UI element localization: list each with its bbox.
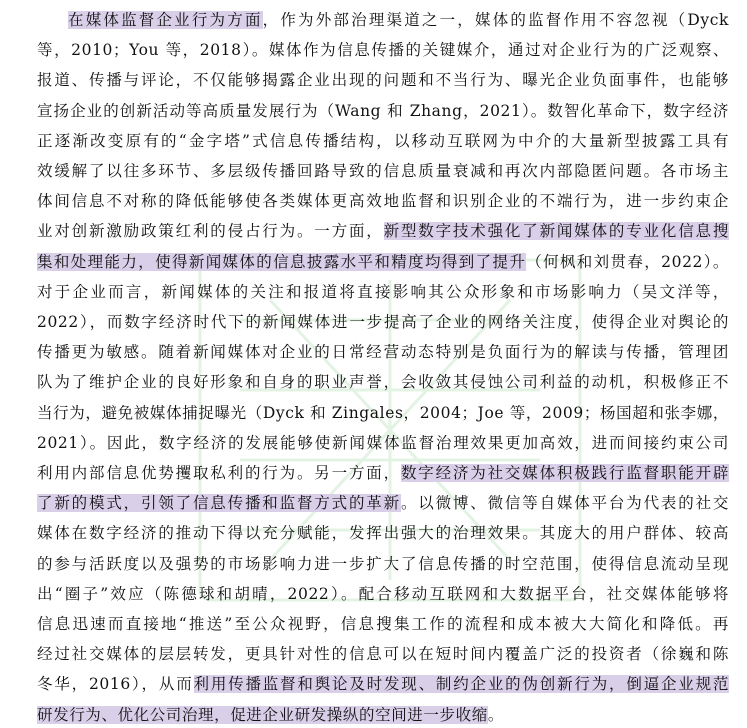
- text-line: [37, 337, 729, 368]
- text-line: [37, 277, 729, 308]
- text-segment: 。: [487, 705, 504, 724]
- text-line: [37, 96, 729, 127]
- text-line: [37, 639, 729, 670]
- highlighted-text: 新型数字技术强化了新闻媒体的专业化信息搜: [383, 222, 729, 241]
- text-line: [37, 488, 729, 519]
- text-segment: 2021）。因此，数字经济的发展能够使新闻媒体监督治理效果更加高效，进而间接约束公司: [37, 433, 729, 452]
- text-line: [68, 5, 729, 36]
- text-line: [37, 579, 729, 610]
- text-segment: 出“圈子”效应（陈德球和胡晴，2022）。配合移动互联网和大数据平台，社交媒体能够将: [37, 584, 729, 603]
- text-segment: 宣扬企业的创新活动等高质量发展行为（Wang 和 Zhang，2021）。数智化革命下，数字经济: [37, 101, 729, 120]
- text-segment: 报道、传播与评论，不仅能够揭露企业出现的问题和不当行为、曝光企业负面事件，也能够: [37, 71, 729, 90]
- text-line: [37, 700, 729, 728]
- text-segment: 队为了维护企业的良好形象和自身的职业声誉，会收敛其侵蚀公司利益的动机，积极修正不: [37, 373, 729, 392]
- text-line: [37, 549, 729, 580]
- text-line: [37, 35, 729, 66]
- text-segment: 信息迅速而直接地“推送”至公众视野，信息搜集工作的流程和成本被大大简化和降低。再: [37, 615, 729, 633]
- text-segment: 等，2010；You 等，2018）。媒体作为信息传播的关键媒介，通过对企业行为的广泛观察、: [37, 41, 729, 60]
- text-line: [37, 609, 729, 640]
- text-line: [37, 367, 729, 398]
- text-segment: 传播更为敏感。随着新闻媒体对企业的日常经营动态特别是负面行为的解读与传播，管理团: [37, 343, 729, 362]
- text-segment: （何枫和刘贯春，2022）。: [526, 252, 729, 271]
- highlighted-text: 了新的模式，引领了信息传播和监督方式的革新: [37, 494, 401, 513]
- text-line: [37, 669, 729, 700]
- text-segment: ，作为外部治理渠道之一，媒体的监督作用不容忽视（Dyck: [262, 11, 729, 29]
- text-segment: 利用内部信息优势攫取私利的行为。另一方面，: [37, 464, 401, 482]
- highlighted-text: 数字经济为社交媒体积极践行监督职能开辟: [400, 464, 730, 482]
- text-line: [37, 458, 729, 489]
- text-line: [37, 307, 729, 338]
- text-segment: 经过社交媒体的层层转发，更具针对性的信息可以在短时间内覆盖广泛的投资者（徐巍和陈: [37, 645, 729, 664]
- text-segment: 。以微博、微信等自媒体平台为代表的社交: [400, 494, 730, 513]
- text-segment: 效缓解了以往多环节、多层级传播回路导致的信息质量衰减和再次内部隐匿问题。各市场主: [37, 162, 729, 180]
- text-segment: 体间信息不对称的降低能够使各类媒体更高效地监督和识别企业的不端行为，进一步约束企: [37, 192, 729, 211]
- text-segment: 对于企业而言，新闻媒体的关注和报道将直接影响其公众形象和市场影响力（吴文洋等，: [37, 282, 729, 301]
- text-segment: 2022），而数字经济时代下的新闻媒体进一步提高了企业的网络关注度，使得企业对舆论的: [37, 313, 729, 331]
- text-segment: 媒体在数字经济的推动下得以充分赋能，发挥出强大的治理效果。其庞大的用户群体、较高: [37, 524, 729, 543]
- text-line: [37, 428, 729, 459]
- text-line: [37, 247, 729, 278]
- highlighted-text: 利用传播监督和舆论及时发现、制约企业的伪创新行为，倒逼企业规范: [193, 675, 730, 694]
- text-line: [37, 126, 729, 157]
- text-line: [37, 398, 729, 429]
- text-segment: 正逐渐改变原有的“金字塔”式信息传播结构，以移动互联网为中介的大量新型披露工具有: [37, 131, 729, 150]
- text-line: [37, 518, 729, 549]
- text-segment: 业对创新激励政策红利的侵占行为。一方面，: [37, 222, 384, 241]
- text-line: [37, 216, 729, 247]
- text-line: [37, 65, 729, 96]
- text-line: [37, 186, 729, 217]
- text-line: [37, 156, 729, 187]
- text-segment: 冬华，2016），从而: [37, 675, 194, 694]
- highlighted-text: 研发行为、优化公司治理，促进企业研发操纵的空间进一步收缩: [37, 705, 488, 724]
- text-segment: 当行为，避免被媒体捕捉曝光（Dyck 和 Zingales，2004；Joe 等，2009；杨国超和张李娜，: [37, 403, 729, 422]
- text-segment: 的参与活跃度以及强势的市场影响力进一步扩大了信息传播的时空范围，使得信息流动呈现: [37, 554, 729, 573]
- highlighted-text: 在媒体监督企业行为方面: [68, 11, 263, 29]
- highlighted-text: 集和处理能力，使得新闻媒体的信息披露水平和精度均得到了提升: [37, 252, 527, 271]
